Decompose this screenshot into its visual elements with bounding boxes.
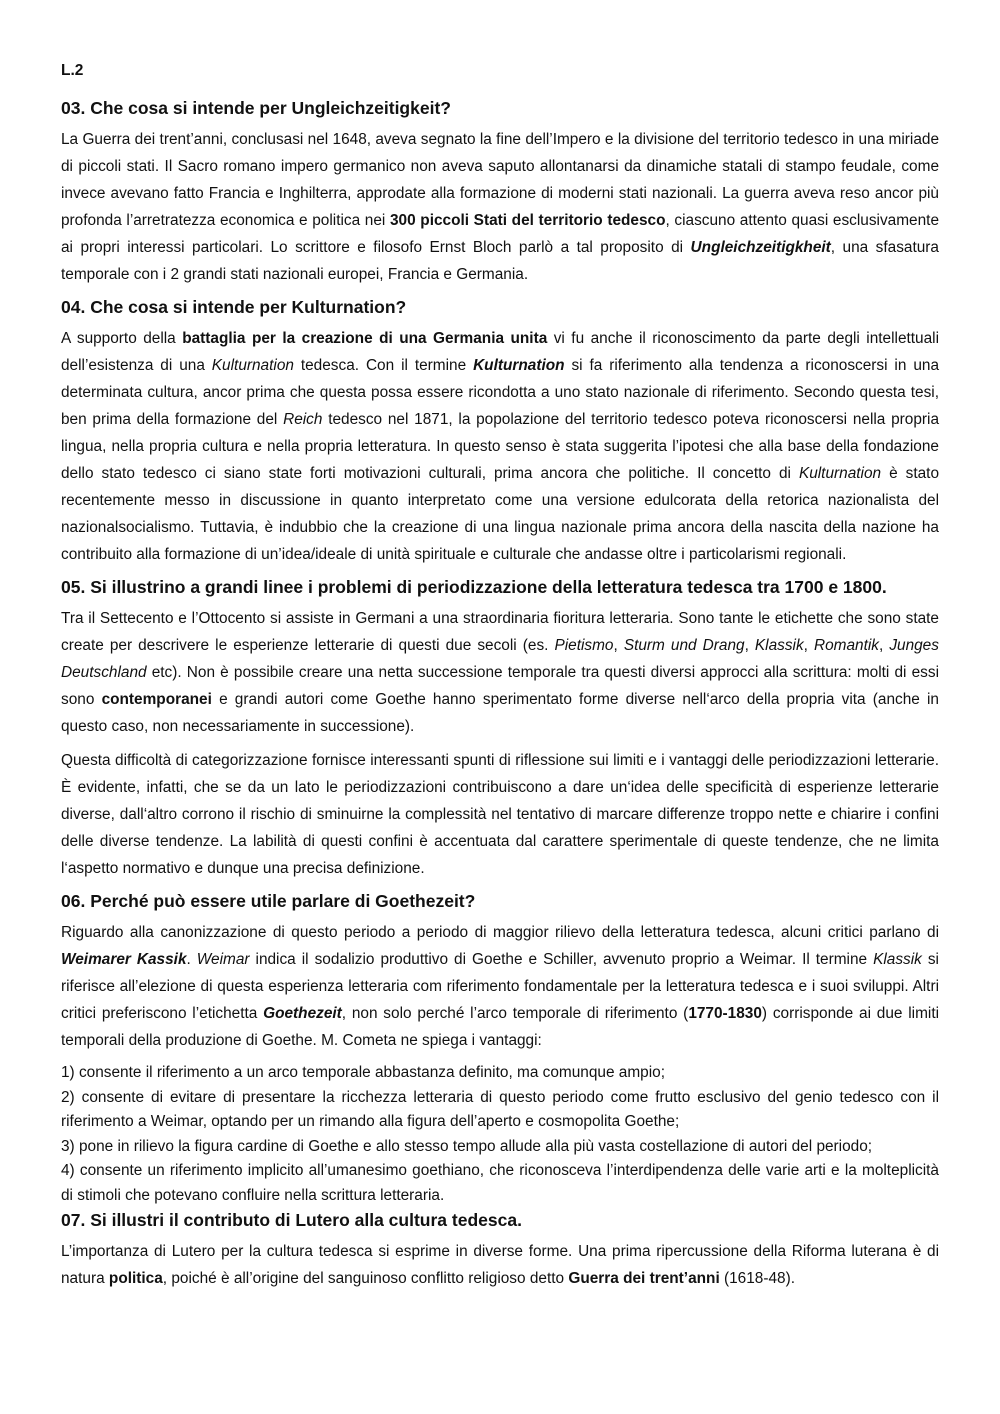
section-heading: 06. Perché può essere utile parlare di Goethezeit? (61, 891, 476, 911)
document-body (61, 96, 939, 1292)
text-run: Kulturnation (798, 465, 882, 482)
text-run: Romantik (813, 637, 879, 654)
text-run: tedesca. Con il termine (293, 357, 474, 374)
text-run: etc). Non è possibile creare una netta successione temporale tra questi diversi approcci alla scrittura: molti di essi sono (61, 664, 939, 708)
text-run: . (186, 951, 197, 968)
text-run: , (878, 637, 890, 654)
text-run: Weimarer Kassik (61, 951, 187, 968)
text-run: Kulturnation (211, 357, 294, 374)
text-run: , una sfasatura temporale con i 2 grandi stati nazionali europei, Francia e Germania. (61, 239, 939, 283)
text-run: Weimar (196, 951, 250, 968)
text-run: Riguardo alla canonizzazione di questo periodo a periodo di maggior rilievo della letteratura tedesca, alcuni critici parlano di (61, 924, 939, 941)
text-run: politica (108, 1270, 163, 1287)
text-run: battaglia per la creazione di una Germania unita (182, 330, 548, 347)
paragraph (61, 325, 939, 568)
section (61, 575, 939, 882)
text-run: e grandi autori come Goethe hanno sperimentato forme diverse nell‘arco della propria vita (anche in questo caso, non necessariamente in successione). (61, 691, 939, 735)
text-run: indica il sodalizio produttivo di Goethe e Schiller, avvenuto proprio a Weimar. Il termine (249, 951, 874, 968)
text-run: , ciascuno attento quasi esclusivamente ai propri interessi particolari. Lo scrittore e filosofo Ernst Bloch parlò a tal proposito di (61, 212, 940, 256)
text-run: tedesco nel 1871, la popolazione del territorio tedesco poteva riconoscersi nella propria lingua, nella propria cultura e nella propria letteratura. In questo senso è stata suggerita l’ipotesi che alla base della fondazione dello stato tedesco ci siano state forti motivazioni culturali, prima ancora che politiche. Il concetto di (61, 411, 940, 482)
text-run: Klassik (873, 951, 922, 968)
text-run: vi fu anche il riconoscimento da parte degli intellettuali dell’esistenza di una (61, 330, 940, 374)
text-run: Junges Deutschland (61, 637, 939, 681)
section-heading: 07. Si illustri il contributo di Lutero alla cultura tedesca. (61, 1210, 522, 1230)
paragraph (61, 605, 939, 740)
text-run: A supporto della (61, 330, 183, 347)
paragraph (61, 919, 939, 1054)
text-run: Questa difficoltà di categorizzazione fornisce interessanti spunti di riflessione sui limiti e i vantaggi delle periodizzazioni letterarie. È evidente, infatti, che se da un lato le periodizzazioni contribuiscono a dare un‘idea delle specificità di esperienze letterarie diverse, dall‘altro corrono il rischio di sminuirne la complessità nel tentativo di marcare differenze troppo nette e chiarire i confini delle diverse tendenze. La labilità di questi confini è accentuata dal carattere sperimentale di queste tendenze, che ne limita l‘aspetto normativo e dunque una precisa definizione. (61, 752, 939, 877)
section-heading: 04. Che cosa si intende per Kulturnation? (61, 297, 407, 317)
document-page (61, 58, 939, 1299)
numbered-list (61, 1061, 939, 1208)
section (61, 295, 939, 568)
text-run: 1770-1830 (688, 1005, 762, 1022)
section-heading: 05. Si illustrino a grandi linee i problemi di periodizzazione della letteratura tedesca tra 1700 e 1800. (61, 577, 887, 597)
text-run: si riferisce all’elezione di questa esperienza letteraria com riferimento fondamentale per la letteratura tedesca e i suoi sviluppi. Altri critici preferiscono l’etichetta (61, 951, 939, 1022)
text-run: Kulturnation (473, 357, 565, 374)
text-run: è stato recentemente messo in discussione in quanto interpretato come una versione edulcorata della retorica nazionalista del nazionalsocialismo. Tuttavia, è indubbio che la creazione di una lingua nazionale prima ancora della nascita della nazione ha contribuito alla formazione di un’idea/ideale di unità spirituale e culturale che andasse oltre i particolarismi regionali. (61, 465, 939, 563)
text-run: Pietismo (554, 637, 614, 654)
text-run: (1618-48). (719, 1270, 796, 1287)
text-run: , non solo perché l’arco temporale di riferimento ( (341, 1005, 689, 1022)
section (61, 889, 939, 1208)
text-run: Tra il Settecento e l’Ottocento si assiste in Germani a una straordinaria fioritura letteraria. Sono tante le etichette che sono state create per descrivere le esperienze letterarie di questi due secoli (es. (61, 610, 939, 654)
text-run: Goethezeit (263, 1005, 342, 1022)
section (61, 1208, 939, 1292)
text-run: ) corrisponde ai due limiti temporali della produzione di Goethe. M. Cometa ne spiega i vantaggi: (61, 1005, 940, 1049)
text-run: Guerra dei trent’anni (568, 1270, 720, 1287)
text-run: contemporanei (101, 691, 212, 708)
section (61, 96, 939, 288)
list-item: 3) pone in rilievo la figura cardine di Goethe e allo stesso tempo allude alla più vasta costellazione di autori del periodo; (61, 1137, 873, 1155)
text-run: 300 piccoli Stati del territorio tedesco (389, 212, 666, 229)
list-item: 1) consente il riferimento a un arco temporale abbastanza definito, ma comunque ampio; (61, 1064, 665, 1081)
lesson-label: L.2 (61, 62, 84, 79)
text-run: L’importanza di Lutero per la cultura tedesca si esprime in diverse forme. Una prima ripercussione della Riforma luterana è di natura (61, 1243, 939, 1287)
list-item: 4) consente un riferimento implicito all’umanesimo goethiano, che riconosceva l’interdipendenza delle varie arti e la molteplicità di stimoli che potevano confluire nella scrittura letteraria. (61, 1162, 939, 1204)
text-run: Reich (283, 411, 323, 428)
text-run: , (803, 637, 814, 654)
paragraph (61, 126, 939, 288)
text-run: , poiché è all’origine del sanguinoso conflitto religioso detto (162, 1270, 569, 1287)
section-heading: 03. Che cosa si intende per Ungleichzeitigkeit? (61, 98, 451, 118)
paragraph (61, 1238, 939, 1292)
text-run: Klassik (754, 637, 804, 654)
text-run: , (613, 637, 624, 654)
text-run: Sturm und Drang (623, 637, 745, 654)
list-item: 2) consente di evitare di presentare la ricchezza letteraria di questo periodo come frutto esclusivo del genio tedesco con il riferimento a Weimar, optando per un rimando alla figura dell’aperto e cosmopolita Goethe; (61, 1088, 939, 1130)
text-run: , (744, 637, 755, 654)
text-run: si fa riferimento alla tendenza a riconoscersi in una determinata cultura, ancor prima che questa possa essere ricondotta a uno stato nazionale di riferimento. Secondo questa tesi, ben prima della formazione del (61, 357, 940, 428)
text-run: La Guerra dei trent’anni, conclusasi nel 1648, aveva segnato la fine dell’Impero e la divisione del territorio tedesco in una miriade di piccoli stati. Il Sacro romano impero germanico non aveva saputo allontanarsi da dinamiche statali di stampo feudale, come invece avevano fatto Francia e Inghilterra, approdate alla formazione di moderni stati nazionali. La guerra aveva reso ancor più profonda l’arretratezza economica e politica nei (61, 131, 939, 229)
paragraph (61, 747, 939, 882)
text-run: Ungleichzeitigkheit (690, 239, 831, 256)
